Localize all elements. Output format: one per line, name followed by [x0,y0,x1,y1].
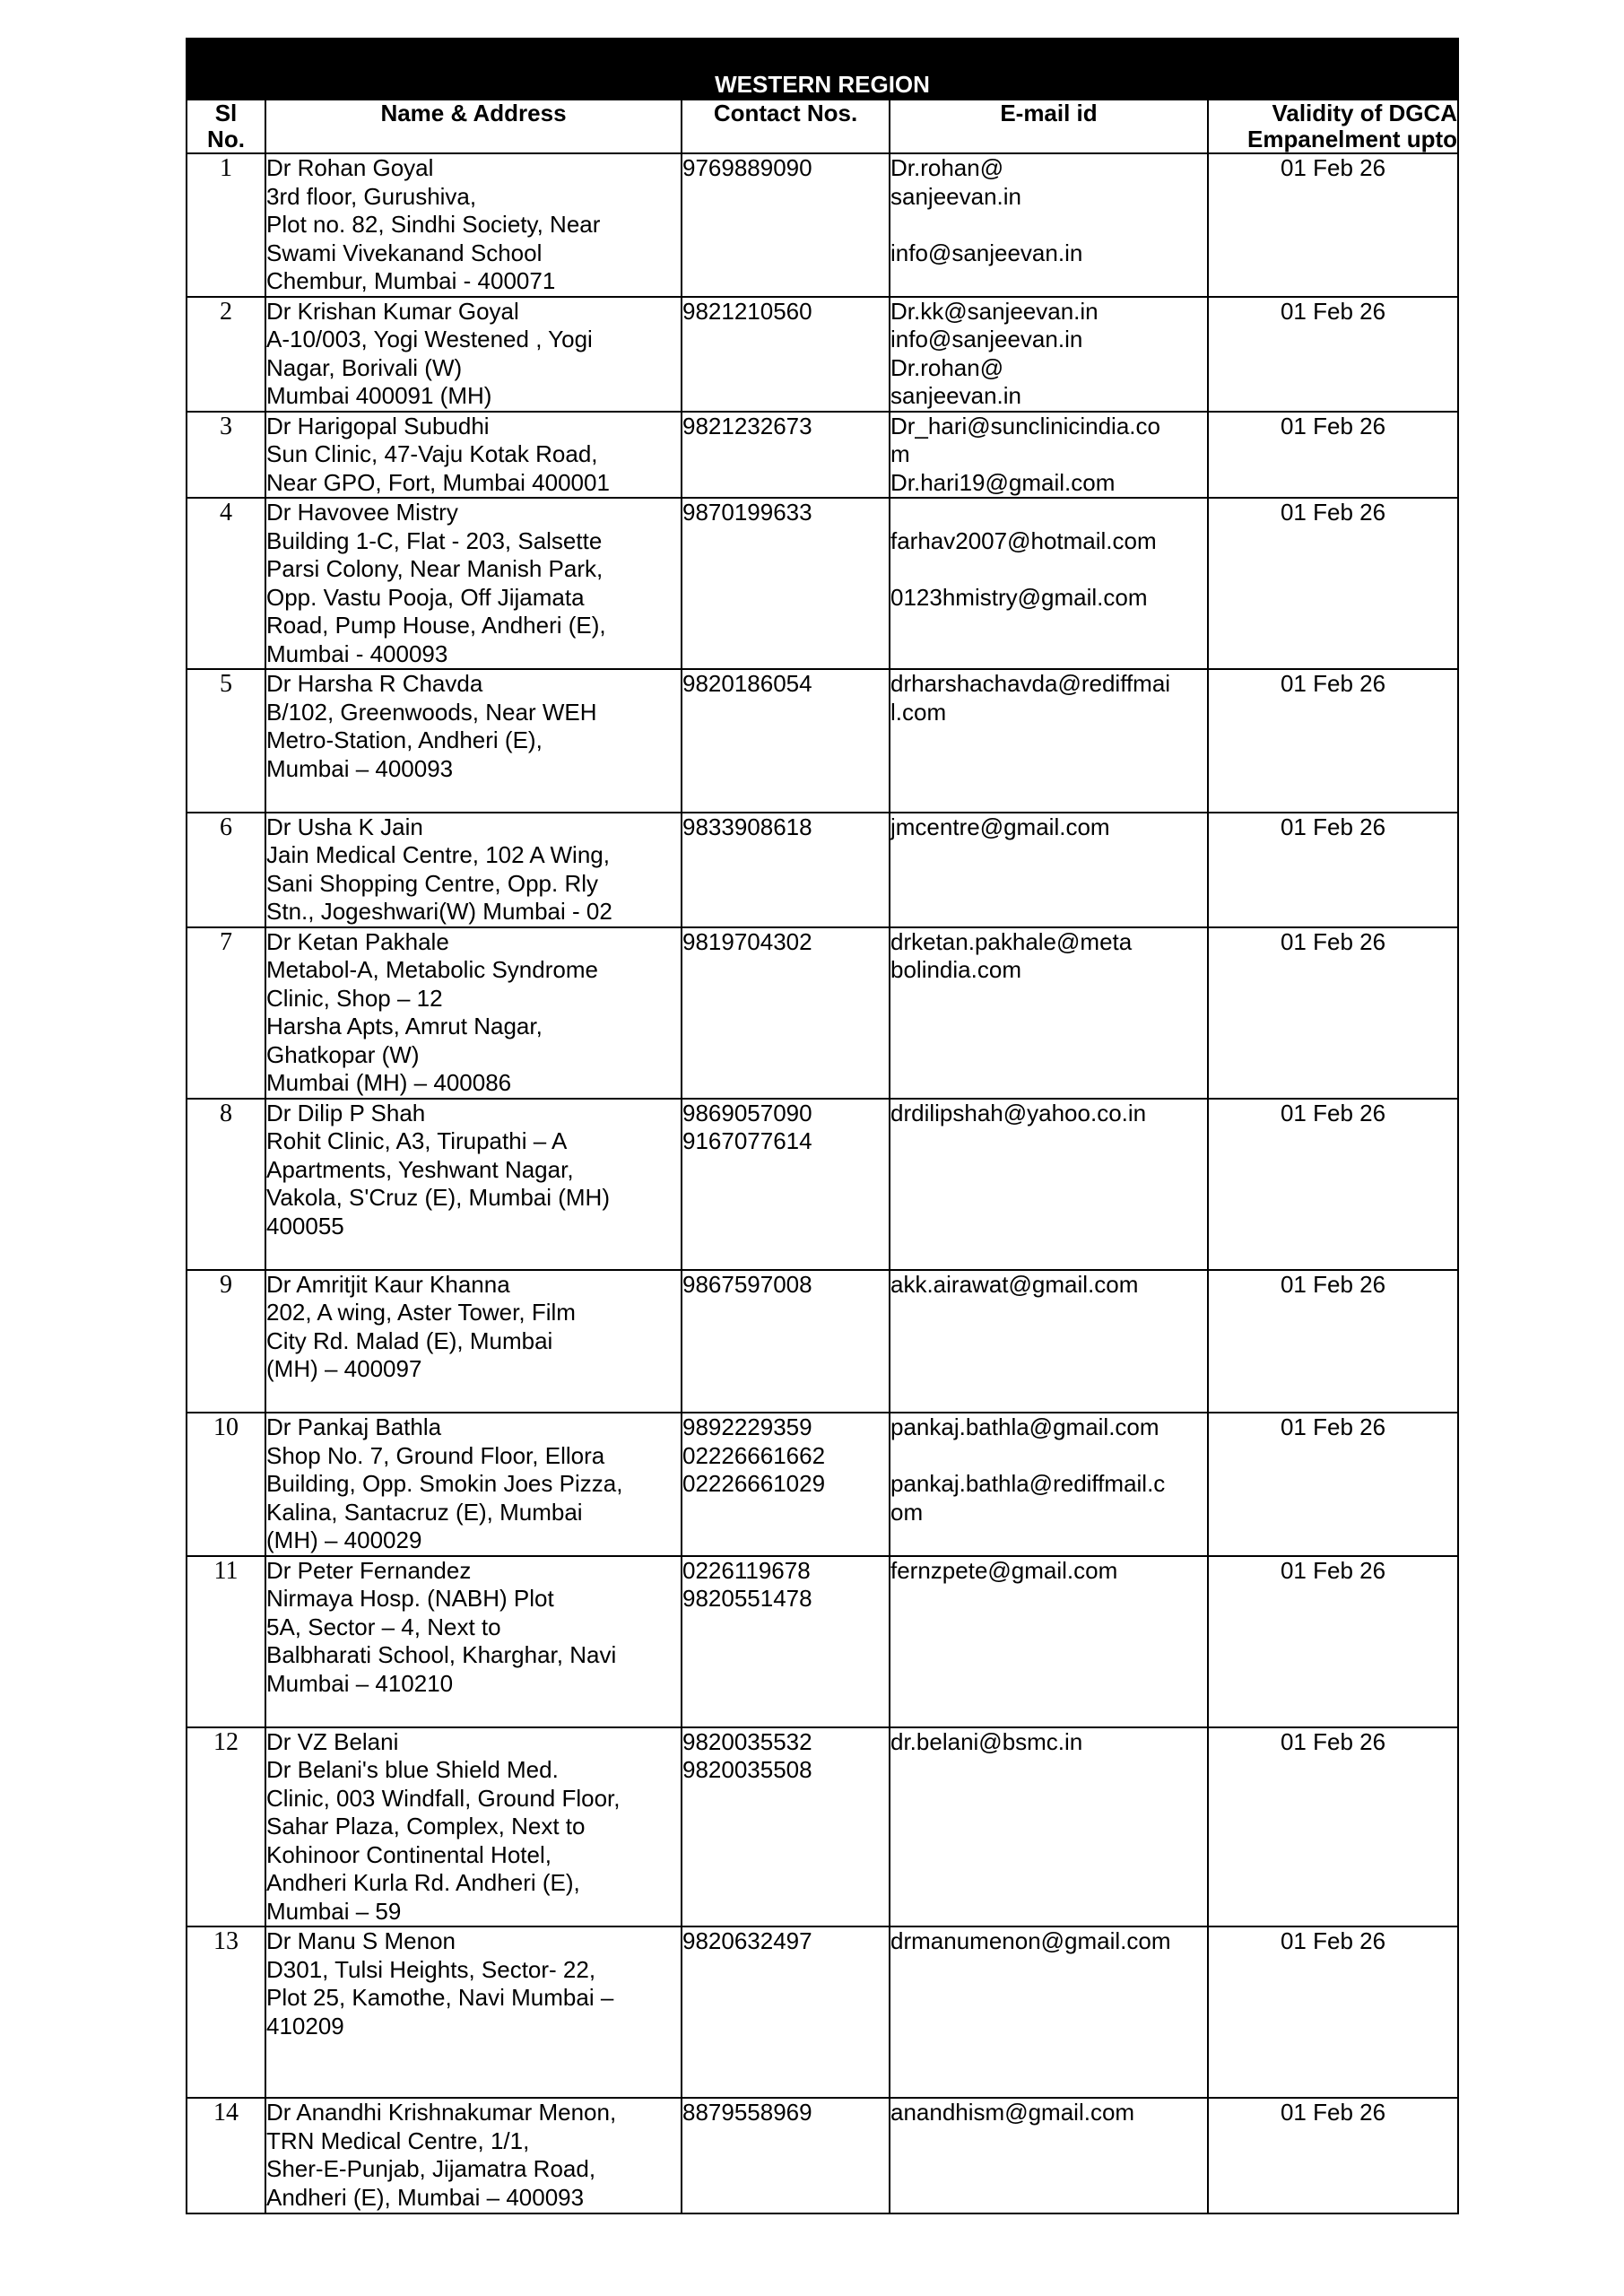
table-row [187,1926,1458,2098]
contact-cell [682,412,890,499]
name-address-line: Dr Belani's blue Shield Med. [266,1756,559,1783]
name-address-line [266,2040,681,2069]
name-address-line: Clinic, Shop – 12 [266,984,443,1012]
validity-date: 01 Feb 26 [1208,153,1458,297]
email-cell [890,1270,1208,1413]
name-address-line: Ghatkopar (W) [266,1040,420,1068]
name-address-cell [265,412,682,499]
name-address-line: Andheri (E), Mumbai – 400093 [266,2183,585,2211]
validity-date: 01 Feb 26 [1208,669,1458,813]
name-address-cell [265,669,682,813]
table-row [187,2098,1458,2213]
email-line: 0123hmistry@gmail.com [890,583,1148,611]
sl-number: 2 [187,297,265,412]
contact-number: 9821210560 [682,297,812,325]
contact-cell [682,153,890,297]
name-address-line: Rohit Clinic, A3, Tirupathi – A [266,1127,568,1154]
name-address-line: Swami Vivekanand School [266,239,543,266]
table-row [187,412,1458,499]
sl-number: 6 [187,813,265,927]
email-line: bolindia.com [890,956,1021,983]
sl-number: 3 [187,412,265,499]
name-address-line: Dr Anandhi Krishnakumar Menon, [266,2099,617,2126]
email-line: info@sanjeevan.in [890,326,1083,352]
name-address-line: Sahar Plaza, Complex, Next to [266,1813,586,1839]
name-address-line: Dr Pankaj Bathla [266,1413,442,1440]
name-address-cell [265,1413,682,1556]
contact-number: 9820632497 [682,1927,812,1954]
contact-cell [682,1270,890,1413]
header-contact: Contact Nos. [682,100,890,153]
table-row [187,813,1458,927]
name-address-line: D301, Tulsi Heights, Sector- 22, [266,1955,596,1983]
contact-cell [682,1413,890,1556]
name-address-line: 3rd floor, Gurushiva, [266,182,477,210]
table-row [187,927,1458,1099]
name-address-line: Kohinoor Continental Hotel, [266,1840,551,1868]
contact-cell [682,813,890,927]
sl-number: 7 [187,927,265,1099]
name-address-line: Mumbai - 400093 [266,639,448,667]
name-address-line: Nagar, Borivali (W) [266,353,463,381]
validity-date: 01 Feb 26 [1208,1099,1458,1270]
email-line: om [890,1498,924,1526]
contact-number: 9820551478 [682,1585,812,1612]
contact-number: 9869057090 [682,1099,812,1126]
email-cell [890,1556,1208,1727]
name-address-line: A-10/003, Yogi Westened , Yogi [266,326,593,352]
table-row [187,1556,1458,1727]
name-address-line [266,1384,681,1413]
header-validity [1208,100,1458,153]
name-address-line: (MH) – 400029 [266,1526,422,1553]
sl-number: 9 [187,1270,265,1413]
name-address-line: Apartments, Yeshwant Nagar, [266,1155,574,1183]
name-address-line: Dr Amritjit Kaur Khanna [266,1270,510,1298]
sl-number: 1 [187,153,265,297]
name-address-line: City Rd. Malad (E), Mumbai [266,1326,553,1354]
name-address-line: Mumbai (MH) – 400086 [266,1069,512,1096]
email-line: pankaj.bathla@gmail.com [890,1413,1159,1440]
email-line: fernzpete@gmail.com [890,1556,1118,1584]
sl-number: 11 [187,1556,265,1727]
name-address-line: Dr VZ Belani [266,1727,399,1755]
header-validity-line: Validity of DGCA [1272,100,1458,126]
name-address-line: 5A, Sector – 4, Next to [266,1613,501,1640]
validity-date: 01 Feb 26 [1208,297,1458,412]
validity-date: 01 Feb 26 [1208,1413,1458,1556]
name-address-line: Dr Harigopal Subudhi [266,412,490,439]
name-address-line: Mumbai – 400093 [266,754,454,782]
email-cell [890,813,1208,927]
email-line: drdilipshah@yahoo.co.in [890,1099,1147,1126]
validity-date: 01 Feb 26 [1208,1727,1458,1927]
contact-number: 9819704302 [682,927,812,955]
name-address-line [266,1240,681,1269]
table-row [187,297,1458,412]
validity-date: 01 Feb 26 [1208,412,1458,499]
contact-number: 9870199633 [682,499,812,526]
contact-number: 9820186054 [682,670,812,697]
name-address-line: Road, Pump House, Andheri (E), [266,612,606,639]
region-title: WESTERN REGION [187,69,1458,100]
name-address-line: Metro-Station, Andheri (E), [266,726,543,753]
name-address-line: Metabol-A, Metabolic Syndrome [266,956,598,983]
name-address-line: Mumbai 400091 (MH) [266,382,492,409]
contact-cell [682,1099,890,1270]
header-email: E-mail id [890,100,1208,153]
name-address-cell [265,1727,682,1927]
table-row [187,498,1458,669]
name-address-line: Sani Shopping Centre, Opp. Rly [266,869,598,897]
empanelment-table [186,38,1459,2214]
name-address-cell [265,297,682,412]
name-address-line: Mumbai – 59 [266,1897,402,1925]
email-line: pankaj.bathla@rediffmail.c [890,1470,1166,1497]
validity-date: 01 Feb 26 [1208,1270,1458,1413]
email-cell [890,1926,1208,2098]
email-line [890,555,1207,584]
contact-cell [682,1727,890,1927]
contact-number: 02226661029 [682,1470,826,1497]
contact-cell [682,1556,890,1727]
validity-date: 01 Feb 26 [1208,1556,1458,1727]
name-address-line: Vakola, S'Cruz (E), Mumbai (MH) [266,1184,610,1211]
name-address-line: Kalina, Santacruz (E), Mumbai [266,1498,583,1526]
contact-cell [682,2098,890,2213]
email-line: Dr.hari19@gmail.com [890,468,1116,496]
email-line: Dr.kk@sanjeevan.in [890,297,1099,325]
name-address-line: Dr Havovee Mistry [266,499,458,526]
contact-number: 9821232673 [682,412,812,439]
name-address-line: Building 1-C, Flat - 203, Salsette [266,526,603,554]
contact-number: 9833908618 [682,813,812,840]
name-address-line: Andheri Kurla Rd. Andheri (E), [266,1869,580,1896]
table-row [187,1270,1458,1413]
name-address-line: Mumbai – 410210 [266,1669,454,1697]
email-cell [890,498,1208,669]
name-address-line: Parsi Colony, Near Manish Park, [266,555,604,582]
name-address-line [266,2069,681,2098]
email-cell [890,1099,1208,1270]
header-name-address: Name & Address [265,100,682,153]
name-address-line: Plot no. 82, Sindhi Society, Near [266,211,601,238]
name-address-cell [265,1926,682,2098]
name-address-cell [265,1099,682,1270]
name-address-line: Stn., Jogeshwari(W) Mumbai - 02 [266,898,612,925]
email-line: anandhism@gmail.com [890,2099,1135,2126]
name-address-line: Dr Ketan Pakhale [266,927,449,955]
table-row [187,1413,1458,1556]
contact-cell [682,498,890,669]
validity-date: 01 Feb 26 [1208,927,1458,1099]
table-row [187,153,1458,297]
contact-number: 9769889090 [682,154,812,181]
email-line: Dr_hari@sunclinicindia.co [890,412,1160,439]
email-line [890,211,1207,239]
contact-number: 8879558969 [682,2099,812,2126]
sl-number: 4 [187,498,265,669]
email-cell [890,2098,1208,2213]
name-address-line: Clinic, 003 Windfall, Ground Floor, [266,1784,621,1812]
name-address-line: Dr Manu S Menon [266,1927,456,1954]
contact-number: 9892229359 [682,1413,812,1440]
name-address-line: Dr Rohan Goyal [266,154,434,181]
header-sl-no [187,100,265,153]
email-line: l.com [890,698,947,726]
table-top-bar [187,39,1458,69]
name-address-line: Dr Krishan Kumar Goyal [266,297,519,325]
name-address-cell [265,927,682,1099]
name-address-line [266,1698,681,1726]
email-line: info@sanjeevan.in [890,239,1083,266]
name-address-line: Plot 25, Kamothe, Navi Mumbai – [266,1984,614,2011]
header-sl-line: Sl [214,100,238,126]
column-header-row [187,100,1458,153]
validity-date: 01 Feb 26 [1208,498,1458,669]
email-cell [890,1727,1208,1927]
email-line: akk.airawat@gmail.com [890,1270,1139,1298]
contact-number: 02226661662 [682,1441,826,1469]
email-cell [890,412,1208,499]
table-row [187,1099,1458,1270]
name-address-line: Building, Opp. Smokin Joes Pizza, [266,1470,623,1497]
sl-number: 10 [187,1413,265,1556]
contact-number: 9167077614 [682,1127,812,1154]
name-address-line: Dr Usha K Jain [266,813,423,840]
email-line: Dr.rohan@ [890,353,1004,381]
name-address-line: Near GPO, Fort, Mumbai 400001 [266,468,610,496]
name-address-line: Balbharati School, Kharghar, Navi [266,1641,617,1668]
name-address-line: Sun Clinic, 47-Vaju Kotak Road, [266,440,598,467]
validity-date: 01 Feb 26 [1208,1926,1458,2098]
name-address-line: (MH) – 400097 [266,1355,422,1382]
email-line [890,499,1207,527]
email-cell [890,927,1208,1099]
email-line: Dr.rohan@ [890,154,1004,181]
header-validity-line: Empanelment upto [1247,126,1458,152]
name-address-cell [265,1556,682,1727]
email-line: sanjeevan.in [890,182,1021,210]
name-address-line: TRN Medical Centre, 1/1, [266,2126,530,2154]
email-cell [890,669,1208,813]
name-address-line: 410209 [266,2012,344,2039]
contact-number: 0226119678 [682,1556,811,1584]
sl-number: 13 [187,1926,265,2098]
name-address-line: Sher-E-Punjab, Jijamatra Road, [266,2155,596,2182]
name-address-cell [265,1270,682,1413]
email-line: m [890,440,910,467]
region-title-row [187,69,1458,100]
email-line: drketan.pakhale@meta [890,927,1133,955]
email-line: drharshachavda@rediffmai [890,670,1171,697]
name-address-line [266,783,681,812]
contact-cell [682,297,890,412]
name-address-line: Nirmaya Hosp. (NABH) Plot [266,1585,554,1612]
table-body [187,153,1458,2213]
name-address-line: B/102, Greenwoods, Near WEH [266,698,597,726]
contact-cell [682,669,890,813]
name-address-line: Jain Medical Centre, 102 A Wing, [266,841,610,868]
email-cell [890,153,1208,297]
contact-number: 9820035508 [682,1756,812,1783]
sl-number: 8 [187,1099,265,1270]
email-cell [890,1413,1208,1556]
email-line: sanjeevan.in [890,382,1021,409]
contact-number: 9820035532 [682,1727,812,1755]
email-line: farhav2007@hotmail.com [890,526,1157,554]
name-address-cell [265,813,682,927]
contact-number: 9867597008 [682,1270,812,1298]
name-address-line: Opp. Vastu Pooja, Off Jijamata [266,583,585,611]
sl-number: 12 [187,1727,265,1927]
sl-number: 5 [187,669,265,813]
contact-cell [682,1926,890,2098]
header-sl-line: No. [207,126,245,152]
name-address-line: Chembur, Mumbai - 400071 [266,267,556,294]
email-cell [890,297,1208,412]
name-address-line: Dr Harsha R Chavda [266,670,483,697]
email-line [890,1442,1207,1471]
email-line: drmanumenon@gmail.com [890,1927,1171,1954]
name-address-line: Harsha Apts, Amrut Nagar, [266,1013,543,1039]
name-address-line: 202, A wing, Aster Tower, Film [266,1299,576,1326]
email-line: jmcentre@gmail.com [890,813,1110,840]
name-address-line: Shop No. 7, Ground Floor, Ellora [266,1441,605,1469]
validity-date: 01 Feb 26 [1208,2098,1458,2213]
name-address-cell [265,153,682,297]
sl-number: 14 [187,2098,265,2213]
email-line: dr.belani@bsmc.in [890,1727,1083,1755]
table-row [187,1727,1458,1927]
contact-cell [682,927,890,1099]
validity-date: 01 Feb 26 [1208,813,1458,927]
table-row [187,669,1458,813]
name-address-cell [265,498,682,669]
name-address-line: Dr Peter Fernandez [266,1556,472,1584]
name-address-cell [265,2098,682,2213]
name-address-line: Dr Dilip P Shah [266,1099,426,1126]
name-address-line: 400055 [266,1212,344,1239]
